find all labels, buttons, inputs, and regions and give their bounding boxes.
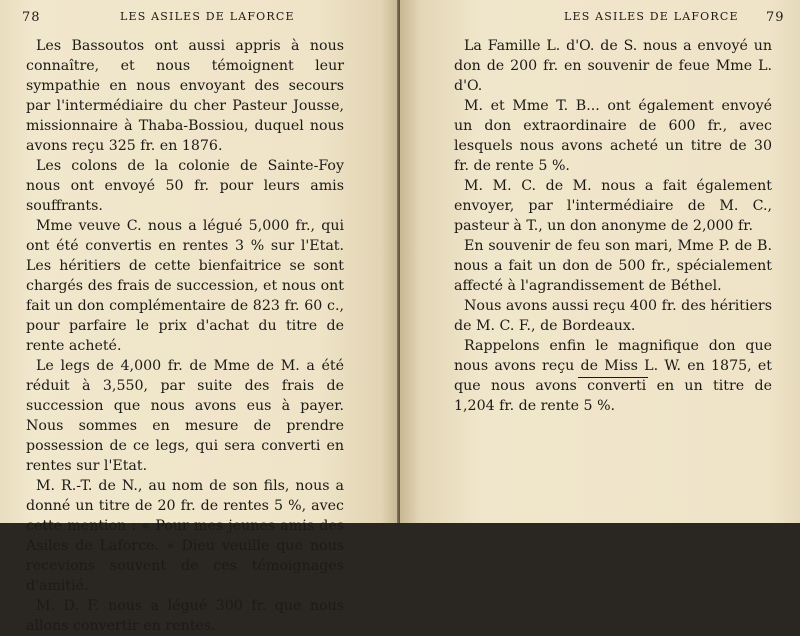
section-rule <box>578 377 648 378</box>
page-number: 78 <box>22 10 41 25</box>
running-head: LES ASILES DE LAFORCE <box>120 10 295 23</box>
page-number: 79 <box>766 10 785 25</box>
paragraph: Nous avons aussi reçu 400 fr. des héritiers de M. C. F., de Bordeaux. <box>454 298 772 334</box>
right-page <box>400 0 800 523</box>
paragraph: Les Bassoutos ont aussi appris à nous connaître, et nous témoignent leur sympathie en nous envoyant des secours par l'intermédiaire du cher Pasteur Jousse, missionnaire à Thaba-Bossiou, duquel nous avons reçu 325 fr. en 1876. <box>26 38 344 154</box>
running-head: LES ASILES DE LAFORCE <box>564 10 739 23</box>
paragraph: M. D. F. nous a légué 300 fr. que nous allons convertir en rentes. <box>26 598 344 634</box>
paragraph: M. R.-T. de N., au nom de son fils, nous a donné un titre de 20 fr. de rentes 5 %, avec cette mention : « Pour mes jeunes amis des Asiles de Laforce. » Dieu veuille que nous recevions souvent de ces témoignages d'amitié. <box>26 478 344 594</box>
left-page <box>0 0 398 634</box>
paragraph: M. M. C. de M. nous a fait également envoyer, par l'intermédiaire de M. C., pasteur à T., un don anonyme de 2,000 fr. <box>454 178 772 234</box>
page-body <box>26 36 344 636</box>
paragraph: En souvenir de feu son mari, Mme P. de B. nous a fait un don de 500 fr., spécialement affecté à l'agrandissement de Béthel. <box>454 238 772 294</box>
paragraph: M. et Mme T. B... ont également envoyé un don extraordinaire de 600 fr., avec lesquels nous avons acheté un titre de 30 fr. de rente 5 %. <box>454 98 772 174</box>
paragraph: Le legs de 4,000 fr. de Mme de M. a été réduit à 3,550, par suite des frais de succession que nous avons eus à payer. Nous sommes en mesure de prendre possession de ce legs, qui sera converti en rentes sur l'Etat. <box>26 358 344 474</box>
paragraph: La Famille L. d'O. de S. nous a envoyé un don de 200 fr. en souvenir de feue Mme L. d'O. <box>454 38 772 94</box>
page-body <box>454 36 772 416</box>
paragraph: Rappelons enfin le magnifique don que nous avons reçu de Miss L. W. en 1875, et que nous avons converti en un titre de 1,204 fr. de rente 5 %. <box>454 338 772 414</box>
paragraph: Les colons de la colonie de Sainte-Foy nous ont envoyé 50 fr. pour leurs amis souffrants. <box>26 158 344 214</box>
paragraph: Mme veuve C. nous a légué 5,000 fr., qui ont été convertis en rentes 3 % sur l'Etat. Les héritiers de cette bienfaitrice se sont chargés des frais de succession, et nous ont fait un don complémentaire de 823 fr. 60 c., pour parfaire le prix d'achat du titre de rente acheté. <box>26 218 344 354</box>
